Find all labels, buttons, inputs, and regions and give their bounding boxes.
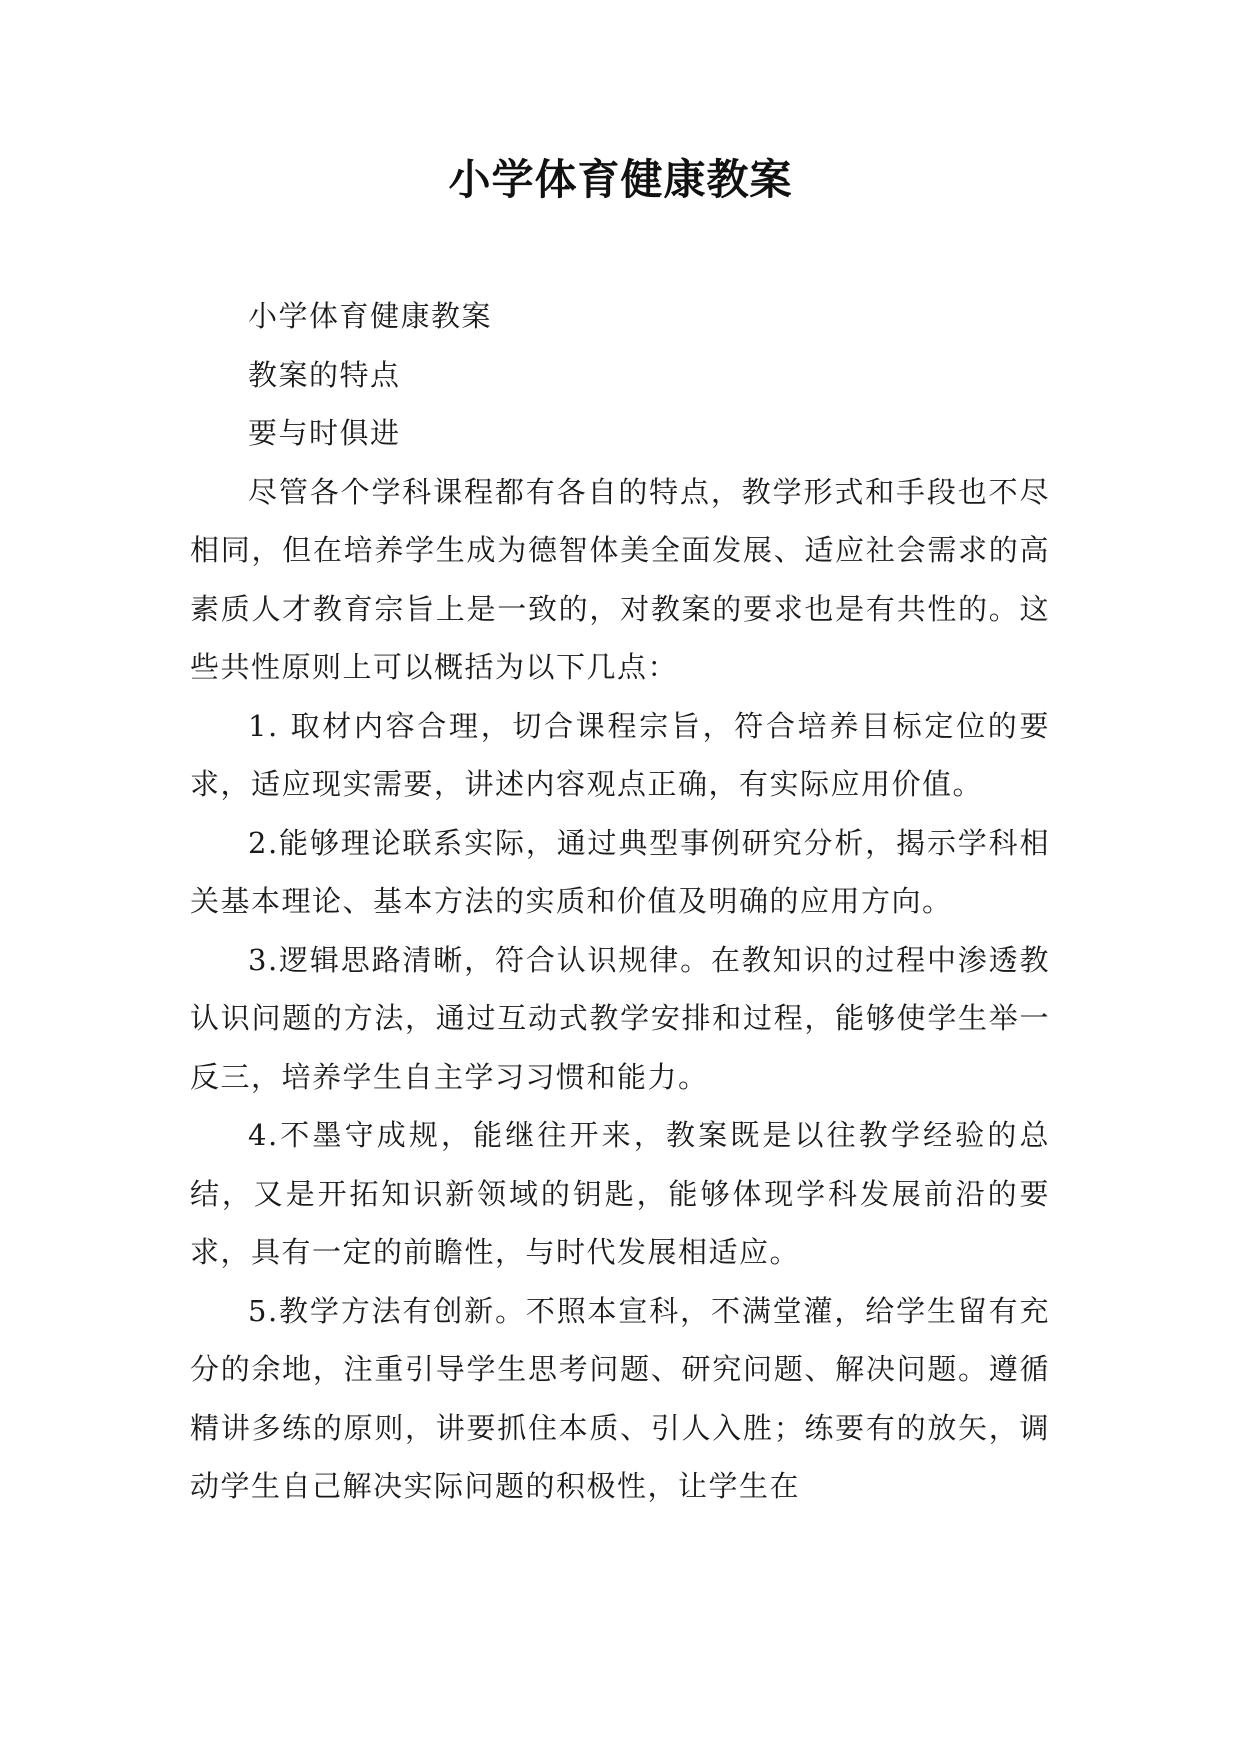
- paragraph-heading-keep-up: 要与时俱进: [248, 416, 401, 450]
- document-body: [190, 287, 1050, 1516]
- paragraph-point-3: 3.逻辑思路清晰，符合认识规律。在教知识的过程中渗透教认识问题的方法，通过互动式教学安排和过程，能够使学生举一反三，培养学生自主学习习惯和能力。: [190, 942, 1050, 1094]
- paragraph-point-2: 2.能够理论联系实际，通过典型事例研究分析，揭示学科相关基本理论、基本方法的实质和价值及明确的应用方向。: [190, 825, 1050, 918]
- paragraph-subtitle: 小学体育健康教案: [248, 299, 493, 333]
- paragraph-point-1: 1. 取材内容合理，切合课程宗旨，符合培养目标定位的要求，适应现实需要，讲述内容观点正确，有实际应用价值。: [190, 708, 1050, 801]
- document-title: 小学体育健康教案: [448, 155, 793, 204]
- paragraph-heading-features: 教案的特点: [248, 357, 401, 392]
- paragraph-point-5: 5.教学方法有创新。不照本宣科，不满堂灌，给学生留有充分的余地，注重引导学生思考问题、研究问题、解决问题。遵循精讲多练的原则，讲要抓住本质、引人入胜；练要有的放矢，调动学生自己解决实际问题的积极性，让学生在: [190, 1293, 1050, 1503]
- paragraph-point-4: 4.不墨守成规，能继往开来，教案既是以往教学经验的总结，又是开拓知识新领域的钥匙，能够体现学科发展前沿的要求，具有一定的前瞻性，与时代发展相适应。: [190, 1118, 1050, 1269]
- paragraph-intro: 尽管各个学科课程都有各自的特点，教学形式和手段也不尽相同，但在培养学生成为德智体美全面发展、适应社会需求的高素质人才教育宗旨上是一致的，对教案的要求也是有共性的。这些共性原则上可以概括为以下几点：: [190, 474, 1050, 684]
